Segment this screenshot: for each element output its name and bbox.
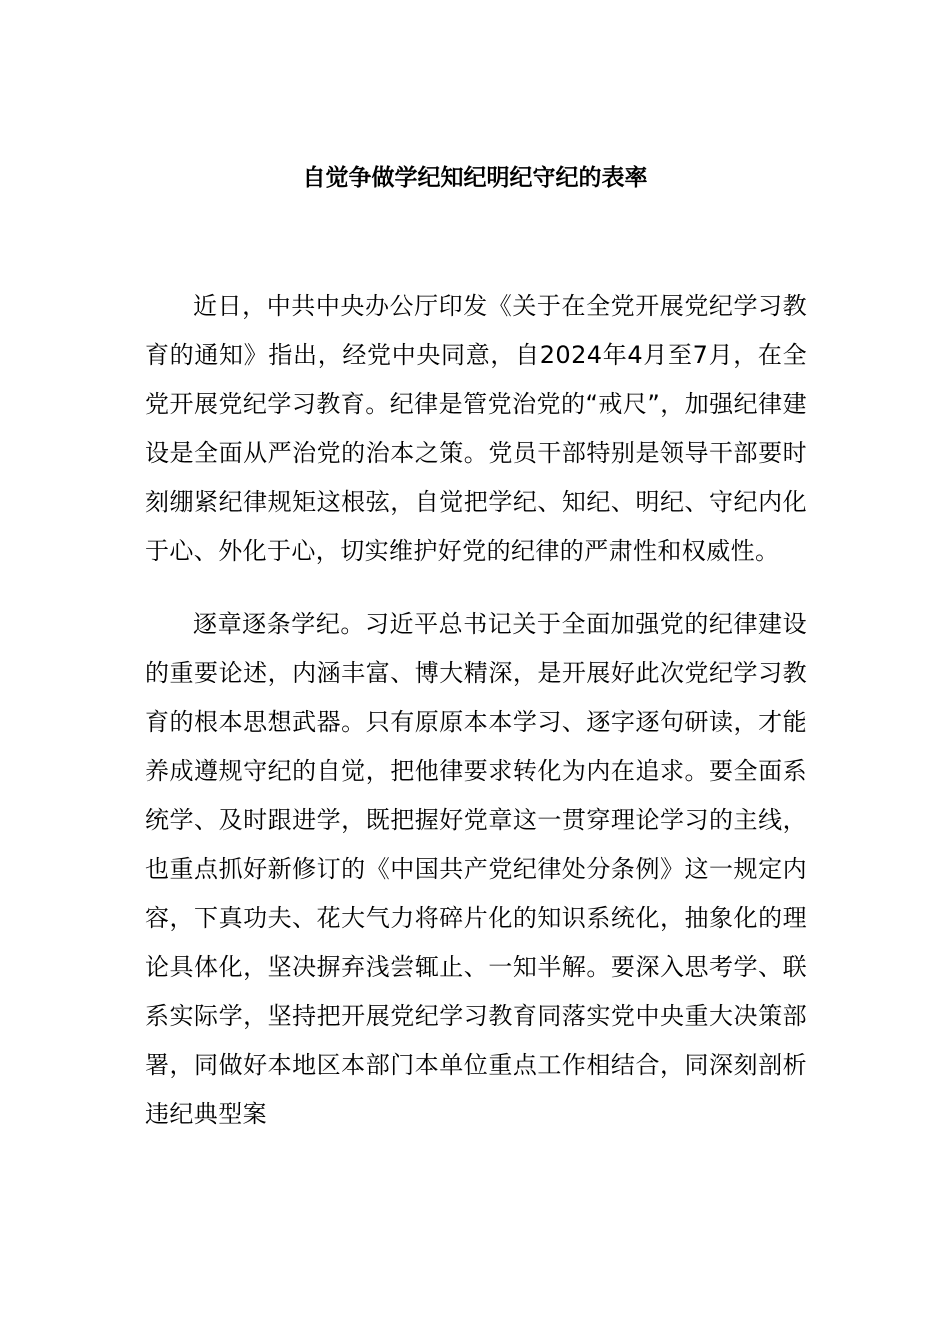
paragraph-intro: 近日，中共中央办公厅印发《关于在全党开展党纪学习教育的通知》指出，经党中央同意，自2024年4月至7月，在全党开展党纪学习教育。纪律是管党治党的“戒尺”，加强纪律建设是全面从严治党的治本之策。党员干部特别是领导干部要时刻绷紧纪律规矩这根弦，自觉把学纪、知纪、明纪、守纪内化于心、外化于心，切实维护好党的纪律的严肃性和权威性。 xyxy=(145,292,807,565)
document-title: 自觉争做学纪知纪明纪守纪的表率 xyxy=(302,165,648,191)
document-body xyxy=(145,282,807,1139)
paragraph-study-rules: 逐章逐条学纪。习近平总书记关于全面加强党的纪律建设的重要论述，内涵丰富、博大精深，是开展好此次党纪学习教育的根本思想武器。只有原原本本学习、逐字逐句研读，才能养成遵规守纪的自觉，把他律要求转化为内在追求。要全面系统学、及时跟进学，既把握好党章这一贯穿理论学习的主线，也重点抓好新修订的《中国共产党纪律处分条例》这一规定内容，下真功夫、花大气力将碎片化的知识系统化，抽象化的理论具体化，坚决摒弃浅尝辄止、一知半解。要深入思考学、联系实际学，坚持把开展党纪学习教育同落实党中央重大决策部署，同做好本地区本部门本单位重点工作相结合，同深刻剖析违纪典型案 xyxy=(145,610,807,1128)
